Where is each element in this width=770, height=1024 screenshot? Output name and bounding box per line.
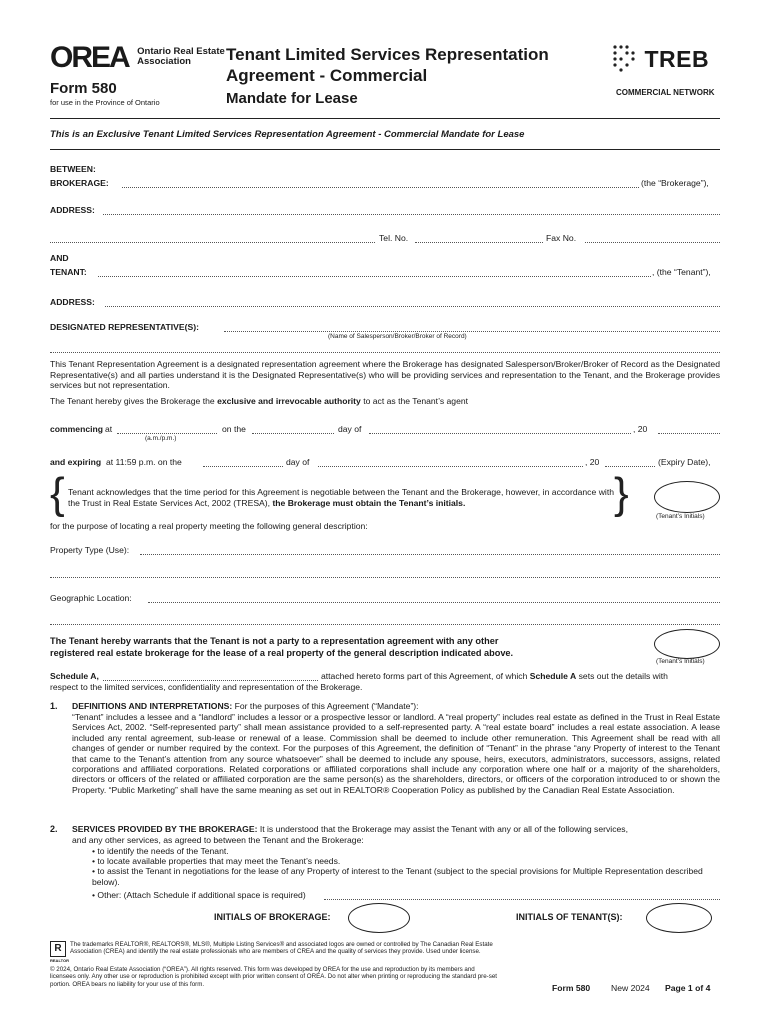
schedule-a-post: sets out the details with bbox=[578, 671, 668, 681]
section1-lead: For the purposes of this Agreement (“Mandate”): bbox=[234, 701, 419, 711]
brokerage-address-label: ADDRESS: bbox=[50, 205, 95, 215]
footer-edition: New 2024 bbox=[611, 983, 650, 993]
tenant-initials-label-warranty: (Tenant’s Initials) bbox=[656, 658, 705, 665]
initials-tenant-box[interactable] bbox=[646, 903, 712, 933]
section2-other-text: Other: (Attach Schedule if additional space is required) bbox=[97, 890, 306, 900]
schedule-a-bold: Schedule A bbox=[529, 671, 577, 681]
orea-logo: OREA bbox=[50, 41, 129, 74]
section2-bullet-1: • to identify the needs of the Tenant. bbox=[92, 846, 229, 856]
section2-other-field[interactable] bbox=[324, 899, 720, 900]
section2-bullet-3-text: to assist the Tenant in negotiations for the lease of any Property of interest to the Tenant (subject to the special provisions for Multiple Representation described below). bbox=[92, 866, 703, 887]
property-type-field[interactable] bbox=[140, 554, 720, 555]
section1-heading bbox=[72, 701, 419, 712]
fax-label: Fax No. bbox=[546, 233, 577, 243]
warranty-statement bbox=[50, 635, 513, 659]
document-title bbox=[226, 44, 549, 86]
treb-logo bbox=[612, 44, 709, 73]
form-number: Form 580 bbox=[50, 80, 117, 97]
tel-label: Tel. No. bbox=[379, 233, 409, 243]
property-type-line2-field[interactable] bbox=[50, 577, 720, 578]
expiring-time: at 11:59 p.m. on the bbox=[106, 457, 182, 467]
authority-bold: exclusive and irrevocable authority bbox=[217, 396, 361, 406]
expiring-year-prefix: , 20 bbox=[585, 457, 600, 467]
section1-number: 1. bbox=[50, 701, 58, 711]
negotiable-text: Tenant acknowledges that the time period for this Agreement is negotiable between the Tenant and the Brokerage, however, in accordance with the Trust in Real Estate Services Act, 2002 (TRESA), bbox=[68, 487, 614, 508]
expiry-date-label: (Expiry Date), bbox=[658, 457, 711, 467]
title-line1: Tenant Limited Services Representation bbox=[226, 45, 549, 64]
orea-association-name bbox=[137, 47, 225, 67]
right-brace: } bbox=[614, 469, 629, 518]
realtor-logo-icon bbox=[50, 941, 69, 963]
tenant-address-field[interactable] bbox=[105, 306, 720, 307]
section2-bullet-1-text: to identify the needs of the Tenant. bbox=[97, 846, 229, 856]
geographic-location-line2-field[interactable] bbox=[50, 624, 720, 625]
property-type-label: Property Type (Use): bbox=[50, 545, 130, 555]
realtor-logo-word: REALTOR bbox=[50, 958, 69, 963]
brokerage-suffix: (the “Brokerage”), bbox=[641, 178, 709, 188]
commencing-year-field[interactable] bbox=[658, 433, 720, 434]
tenant-field[interactable] bbox=[98, 276, 651, 277]
title-line2: Agreement - Commercial bbox=[226, 66, 428, 85]
section2-title: SERVICES PROVIDED BY THE BROKERAGE: bbox=[72, 824, 258, 834]
warranty-line2: registered real estate brokerage for the lease of a real property of the general description indicated above. bbox=[50, 648, 514, 658]
initials-brokerage-label: INITIALS OF BROKERAGE: bbox=[214, 912, 331, 922]
section2-number: 2. bbox=[50, 824, 58, 834]
geographic-location-label: Geographic Location: bbox=[50, 593, 132, 603]
section2-bullet-3: • to assist the Tenant in negotiations for the lease of any Property of interest to the Tenant (subject to the special provisions for Multiple Representation described below). bbox=[92, 866, 703, 887]
expiring-year-field[interactable] bbox=[605, 466, 655, 467]
orea-assoc-line1: Ontario Real Estate bbox=[137, 46, 225, 57]
tenant-label: TENANT: bbox=[50, 267, 87, 277]
designated-rep-line2-field[interactable] bbox=[50, 352, 720, 353]
section1-body: “Tenant” includes a lessee and a “landlord” includes a lessor or a prospective lessor or landlord. A “real property” includes real estate as defined in the Trust in Real Estate Services Act, 2002. “Self-represented party” shall mean assistance provided to a self-represented party. A “real estate board” includes a real estate association. A lease included any rental agreement, sub-lease or renewal of a lease. Commission shall be deemed to include other remuneration. This Agreement shall be read with all changes of gender or number required by the context. For the purposes of this Agreement, the definition of “Tenant” in the phrase “any Property of interest to the Tenant that came to the Tenant’s attention from any source whatsoever” shall be deemed to include any spouse, heirs, executors, administrators, successors, assigns, related corporations and affiliated corporations. Related corporations or affiliated corporations shall include any corporation where one half or a majority of the shareholders, directors or officers of the related or affiliated corporation are the same person(s) as the shareholders, directors, or officers of the corporation introduced to or shown the Property. “Public Marketing” shall have the same meaning as set out in REALTOR® Cooperation Policy as published by the Canadian Real Estate Association. bbox=[72, 712, 720, 795]
ampm-note: (a.m./p.m.) bbox=[145, 435, 177, 442]
left-brace: { bbox=[50, 469, 65, 518]
geographic-location-field[interactable] bbox=[148, 602, 720, 603]
schedule-a-rest bbox=[321, 671, 668, 682]
designated-representation-paragraph: This Tenant Representation Agreement is a designated representation agreement where the Brokerage has designated Salesperson/Broker/Broker of Record as the Designated Representative(s) and all parties understand it is the Designated Representative(s) who will be providing services and representation to the Tenant, and the Brokerage provides services but not representation. bbox=[50, 359, 720, 391]
commencing-on-the: on the bbox=[222, 424, 246, 434]
commencing-day-of: day of bbox=[338, 424, 362, 434]
designated-rep-label: DESIGNATED REPRESENTATIVE(S): bbox=[50, 322, 199, 332]
tenant-initials-box-warranty[interactable] bbox=[654, 629, 720, 659]
tenant-initials-box-term[interactable] bbox=[654, 481, 720, 513]
and-label: AND bbox=[50, 253, 69, 263]
document-subtitle: Mandate for Lease bbox=[226, 90, 358, 107]
expiring-month-field[interactable] bbox=[318, 466, 583, 467]
commencing-time-field[interactable] bbox=[117, 433, 217, 434]
treb-wordmark: TREB bbox=[644, 46, 710, 72]
header-divider bbox=[50, 118, 720, 119]
tenant-suffix: , (the “Tenant”), bbox=[652, 267, 711, 277]
between-label: BETWEEN: bbox=[50, 164, 96, 174]
footer-page-number: Page 1 of 4 bbox=[665, 983, 711, 993]
expiring-day-field[interactable] bbox=[203, 466, 283, 467]
negotiable-bold: the Brokerage must obtain the Tenant’s initials. bbox=[272, 498, 466, 508]
section2-other: • Other: (Attach Schedule if additional space is required) bbox=[92, 890, 306, 900]
warranty-line1: The Tenant hereby warrants that the Tenant is not a party to a representation agreement with any other bbox=[50, 636, 499, 646]
orea-assoc-line2: Association bbox=[137, 56, 191, 67]
commencing-month-field[interactable] bbox=[369, 433, 631, 434]
agreement-intro: This is an Exclusive Tenant Limited Services Representation Agreement - Commercial Mandate for Lease bbox=[50, 129, 525, 140]
brokerage-label: BROKERAGE: bbox=[50, 178, 109, 188]
brokerage-address-field[interactable] bbox=[103, 214, 720, 215]
section2-lead: It is understood that the Brokerage may assist the Tenant with any or all of the following services, bbox=[259, 824, 628, 834]
schedule-a-mid: attached hereto forms part of this Agreement, of which bbox=[321, 671, 528, 681]
footer-form-number: Form 580 bbox=[552, 983, 591, 993]
negotiable-notice bbox=[68, 487, 614, 509]
treb-dots-icon bbox=[612, 44, 636, 72]
treb-network-label: COMMERCIAL NETWORK bbox=[616, 88, 715, 97]
commencing-year-prefix: , 20 bbox=[633, 424, 648, 434]
form-province-note: for use in the Province of Ontario bbox=[50, 98, 160, 107]
fax-field[interactable] bbox=[585, 242, 720, 243]
initials-tenant-label: INITIALS OF TENANT(S): bbox=[516, 912, 623, 922]
intro-divider bbox=[50, 149, 720, 150]
schedule-a-line bbox=[50, 671, 99, 682]
section2-bullet-2: • to locate available properties that may meet the Tenant’s needs. bbox=[92, 856, 341, 866]
brokerage-field[interactable] bbox=[122, 187, 639, 188]
orea-logo-block bbox=[50, 41, 225, 74]
section2-lead2: and any other services, as agreed to between the Tenant and the Brokerage: bbox=[72, 835, 364, 845]
designated-rep-note: (Name of Salesperson/Broker/Broker of Record) bbox=[328, 333, 467, 340]
tel-field[interactable] bbox=[415, 242, 543, 243]
tenant-address-label: ADDRESS: bbox=[50, 297, 95, 307]
commencing-label: commencing bbox=[50, 424, 104, 434]
section1-title: DEFINITIONS AND INTERPRETATIONS: bbox=[72, 701, 233, 711]
expiring-day-of: day of bbox=[286, 457, 310, 467]
purpose-statement: for the purpose of locating a real property meeting the following general description: bbox=[50, 521, 368, 531]
expiring-label: and expiring bbox=[50, 457, 102, 467]
commencing-day-field[interactable] bbox=[252, 433, 334, 434]
brokerage-address-line2-field[interactable] bbox=[50, 242, 375, 243]
section2-bullet-2-text: to locate available properties that may meet the Tenant’s needs. bbox=[97, 856, 341, 866]
trademark-notice: The trademarks REALTOR®, REALTORS®, MLS®, Multiple Listing Services® and associated logos are owned or controlled by The Canadian Real Estate Association (CREA) and identify the real estate professionals who are members of CREA and the quality of services they provide. Used under license. bbox=[70, 941, 493, 956]
schedule-a-line2: respect to the limited services, confidentiality and representation of the Brokerage. bbox=[50, 682, 363, 692]
authority-statement bbox=[50, 396, 468, 407]
section2-heading bbox=[72, 824, 720, 835]
tenant-initials-label-term: (Tenant’s Initials) bbox=[656, 513, 705, 520]
schedule-a-field[interactable] bbox=[103, 680, 318, 681]
initials-brokerage-box[interactable] bbox=[348, 903, 410, 933]
authority-pre: The Tenant hereby gives the Brokerage the bbox=[50, 396, 215, 406]
designated-rep-field[interactable] bbox=[224, 331, 720, 332]
copyright-notice: © 2024, Ontario Real Estate Association (“OREA”). All rights reserved. This form was developed by OREA for the use and reproduction by its members and licensees only. Any other use or reproduction is prohibited except with prior written consent of OREA. Do not alter when printing or reproducing the standard pre-set portion. OREA bears no liability for your use of this form. bbox=[50, 966, 497, 988]
schedule-a-label: Schedule A, bbox=[50, 671, 99, 681]
commencing-at: at bbox=[105, 424, 113, 434]
authority-post: to act as the Tenant’s agent bbox=[363, 396, 469, 406]
realtor-logo-mark: R bbox=[50, 941, 66, 957]
